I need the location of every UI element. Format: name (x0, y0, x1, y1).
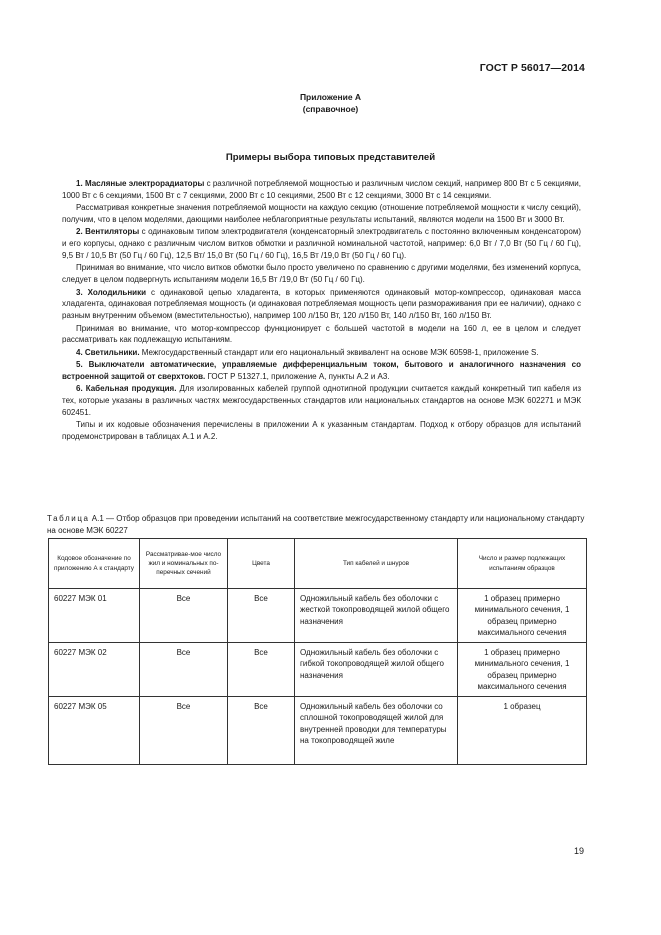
paragraph-3 (62, 287, 581, 322)
sample-selection-table (48, 538, 587, 765)
paragraph-2-lead: 2. Вентиляторы (76, 227, 140, 237)
cell-colors: Все (228, 589, 295, 643)
table-row (49, 589, 587, 643)
table-row (49, 643, 587, 697)
body-text (62, 178, 581, 443)
paragraph-2 (62, 226, 581, 261)
cell-code: 60227 МЭК 01 (49, 589, 140, 643)
paragraph-1b: Рассматривая конкретные значения потребляемой мощности на каждую секцию (отношение потребляемой мощности к числу секций), получим, что в целом моделями, дающими наиболее неблагоприятные результаты испытаний, являются модели на 1500 Вт и 3000 Вт. (62, 203, 581, 224)
annex-heading (0, 91, 661, 115)
header-cable-type: Тип кабелей и шнуров (295, 539, 458, 589)
paragraph-6-lead: 6. Кабельная продукция. (76, 384, 177, 394)
section-heading: Примеры выбора типовых представителей (225, 152, 436, 163)
cell-code: 60227 МЭК 05 (49, 697, 140, 765)
table-caption-word: Таблица (47, 514, 90, 523)
table-header-row (49, 539, 587, 589)
paragraph-4 (62, 347, 581, 359)
cell-cores: Все (140, 643, 228, 697)
paragraph-3-text: с одинаковой цепью хладагента, в которых применяются одинаковый мотор-компрессор, одинаковая масса хладагента, одинаковая потребляемая мощность (и одинаковая потребляемая мощность цепи размораживания при ее наличии), однако с разным внутренним объемом (вместительностью), например 100 л/150 Вт, 120 л/150 Вт, 140 л/150 Вт, 160 л/150 Вт. (62, 287, 581, 321)
cell-cable-type: Одножильный кабель без оболочки с гибкой токопроводящей жилой общего назначения (295, 643, 458, 697)
cell-colors: Все (228, 697, 295, 765)
paragraph-3-lead: 3. Холодильники (76, 287, 146, 297)
paragraph-4-lead: 4. Светильники. (76, 347, 140, 357)
paragraph-6b: Типы и их кодовые обозначения перечислены в приложении А к указанным стандартам. Подход к отбору образцов для испытаний продемонстрирован в таблицах А.1 и А.2. (62, 420, 581, 442)
paragraph-3b: Принимая во внимание, что мотор-компрессор функционирует с большей частотой в модели на 160 л, ее в целом и следует рассматривать как подлежащую испытаниям. (62, 323, 581, 345)
cell-samples: 1 образец примерно минимального сечения, 1 образец примерно максимального сечения (458, 643, 587, 697)
paragraph-2b: Принимая во внимание, что число витков обмотки было просто увеличено по сравнению с другими моделями, без изменений корпуса, следует в целом подвергнуть испытаниям модели 16,5 Вт /19,0 Вт (50 Гц / 60 Гц). (62, 263, 581, 285)
table-caption (47, 513, 587, 536)
paragraph-4-text: Межгосударственный стандарт или его национальный эквивалент на основе МЭК 60598-1, приложение S. (139, 347, 539, 357)
cell-samples: 1 образец (458, 697, 587, 765)
cell-cable-type: Одножильный кабель без оболочки со сплошной токопроводящей жилой для внутренней проводки для температуры на токопроводящей жиле (295, 697, 458, 765)
paragraph-1 (62, 178, 581, 202)
paragraph-5 (62, 359, 581, 383)
table-row (49, 697, 587, 765)
document-code: ГОСТ Р 56017—2014 (479, 62, 585, 74)
cell-code: 60227 МЭК 02 (49, 643, 140, 697)
paragraph-5-text: ГОСТ Р 51327.1, приложение А, пункты А.2 и А3. (205, 371, 390, 381)
annex-subtitle: (справочное) (302, 104, 359, 114)
paragraph-5-lead: 5. Выключатели автоматические, управляемые дифференциальным током, бытового и аналогичного назначения со встроенной защитой от сверхтоков. (62, 360, 581, 381)
cell-cores: Все (140, 697, 228, 765)
header-cores: Рассматривае-мое число жил и номинальных по-перечных сечений (140, 539, 228, 589)
paragraph-6 (62, 383, 581, 418)
annex-title: Приложение А (299, 92, 362, 102)
paragraph-1-lead: 1. Масляные электрорадиаторы (76, 179, 205, 188)
paragraph-1-text: с различной потребляемой мощностью и различным числом секций, например 800 Вт с 5 секциями, 1000 Вт с 6 секциями, 1500 Вт с 7 секциями, 2000 Вт с 10 секциями, 2500 Вт с 12 секциями, 3000 Вт с 14 секциями. (62, 179, 581, 200)
header-colors: Цвета (228, 539, 295, 589)
page-number: 19 (573, 846, 584, 856)
header-samples: Число и размер подлежащих испытаниям образцов (458, 539, 587, 589)
cell-cores: Все (140, 589, 228, 643)
paragraph-2-text: с одинаковым типом электродвигателя (конденсаторный электродвигатель с постоянно включенным конденсатором) и его корпусы, однако с различным числом витков обмотки и различной номинальной частотой, например: 6,0 Вт / 7,0 Вт (50 Гц / 60 Гц), 9,5 Вт / 10,5 Вт (50 Гц / 60 Гц), 12,5 Вт/ 15,0 Вт (50 Гц / 60 Гц), 16,5 Вт /19,0 Вт (50 Гц / 60 Гц). (62, 227, 581, 260)
table-caption-text: А.1 — Отбор образцов при проведении испытаний на соответствие межгосударственному стандарту или национальному стандарту на основе МЭК 60227 (47, 514, 585, 535)
cell-colors: Все (228, 643, 295, 697)
cell-samples: 1 образец примерно минимального сечения, 1 образец примерно максимального сечения (458, 589, 587, 643)
cell-cable-type: Одножильный кабель без оболочки с жесткой токопроводящей жилой общего назначения (295, 589, 458, 643)
header-code: Кодовое обозначение по приложению А к стандарту (49, 539, 140, 589)
paragraph-6-text: Для изолированных кабелей группой однотипной продукции считается каждый конкретный тип кабеля из тех, которые указаны в различных частях межгосударственных стандартов или национальных стандартов на основе МЭК 602271 и МЭК 602451. (62, 384, 581, 417)
